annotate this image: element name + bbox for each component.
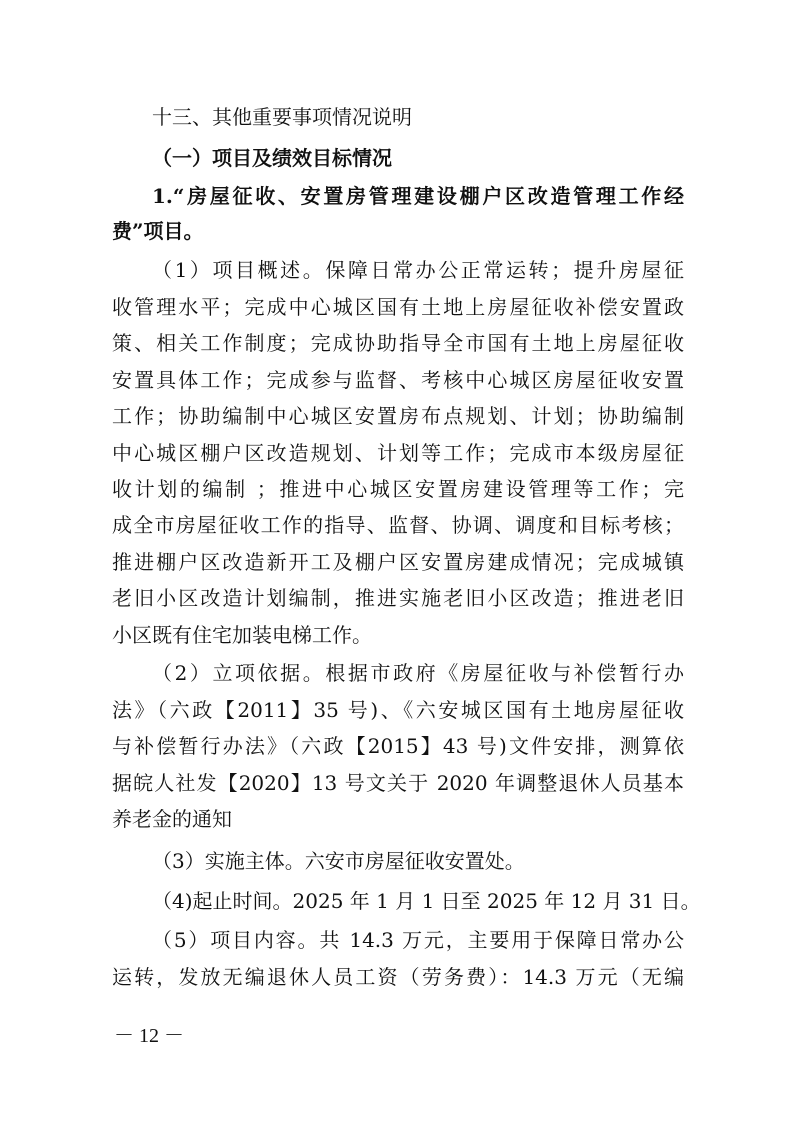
paragraph-2-line: 与补偿暂行办法》（六政【2015】43 号)文件安排，测算依 xyxy=(112,734,684,758)
paragraph-1-line: 收管理水平；完成中心城区国有土地上房屋征收补偿安置政 xyxy=(112,295,684,319)
paragraph-1-line: 老旧小区改造计划编制，推进实施老旧小区改造；推进老旧 xyxy=(112,586,684,610)
paragraph-2-line: 据皖人社发【2020】13 号文关于 2020 年调整退休人员基本 xyxy=(112,771,684,795)
paragraph-5-line: 运转，发放无编退休人员工资（劳务费）：14.3 万元（无编 xyxy=(112,965,684,989)
paragraph-1-line: 中心城区棚户区改造规划、计划等工作；完成市本级房屋征 xyxy=(112,441,684,465)
paragraph-1-line: 安置具体工作；完成参与监督、考核中心城区房屋征收安置 xyxy=(112,368,684,392)
subsection-heading: （一）项目及绩效目标情况 xyxy=(152,146,392,170)
page-number: － 12 － xyxy=(114,1025,184,1047)
item-title-line-2: 费”项目。 xyxy=(112,219,204,243)
section-heading: 十三、其他重要事项情况说明 xyxy=(152,105,412,129)
paragraph-3: （3）实施主体。六安市房屋征收安置处。 xyxy=(152,849,525,873)
item-title-line-1: 1.“房屋征收、安置房管理建设棚户区改造管理工作经 xyxy=(152,184,684,208)
paragraph-1-line: 工作；协助编制中心城区安置房布点规划、计划；协助编制 xyxy=(112,404,684,428)
paragraph-2-line: 养老金的通知 xyxy=(112,807,232,831)
paragraph-2-line: （2）立项依据。根据市政府《房屋征收与补偿暂行办 xyxy=(152,661,684,685)
paragraph-1-line: 小区既有住宅加装电梯工作。 xyxy=(112,623,372,647)
paragraph-5-line: （5）项目内容。共 14.3 万元，主要用于保障日常办公 xyxy=(152,928,684,952)
paragraph-1-line: （1）项目概述。保障日常办公正常运转；提升房屋征 xyxy=(152,258,684,282)
paragraph-1-line: 收计划的编制 ；推进中心城区安置房建设管理等工作；完 xyxy=(112,477,684,501)
paragraph-4: （4)起止时间。2025 年 1 月 1 日至 2025 年 12 月 31 日。 xyxy=(152,889,701,913)
paragraph-1-line: 推进棚户区改造新开工及棚户区安置房建成情况；完成城镇 xyxy=(112,550,684,574)
paragraph-1-line: 成全市房屋征收工作的指导、监督、协调、调度和目标考核； xyxy=(112,513,684,537)
paragraph-1-line: 策、相关工作制度；完成协助指导全市国有土地上房屋征收 xyxy=(112,331,684,355)
paragraph-2-line: 法》（六政【2011】35 号)、《六安城区国有土地房屋征收 xyxy=(112,698,684,722)
